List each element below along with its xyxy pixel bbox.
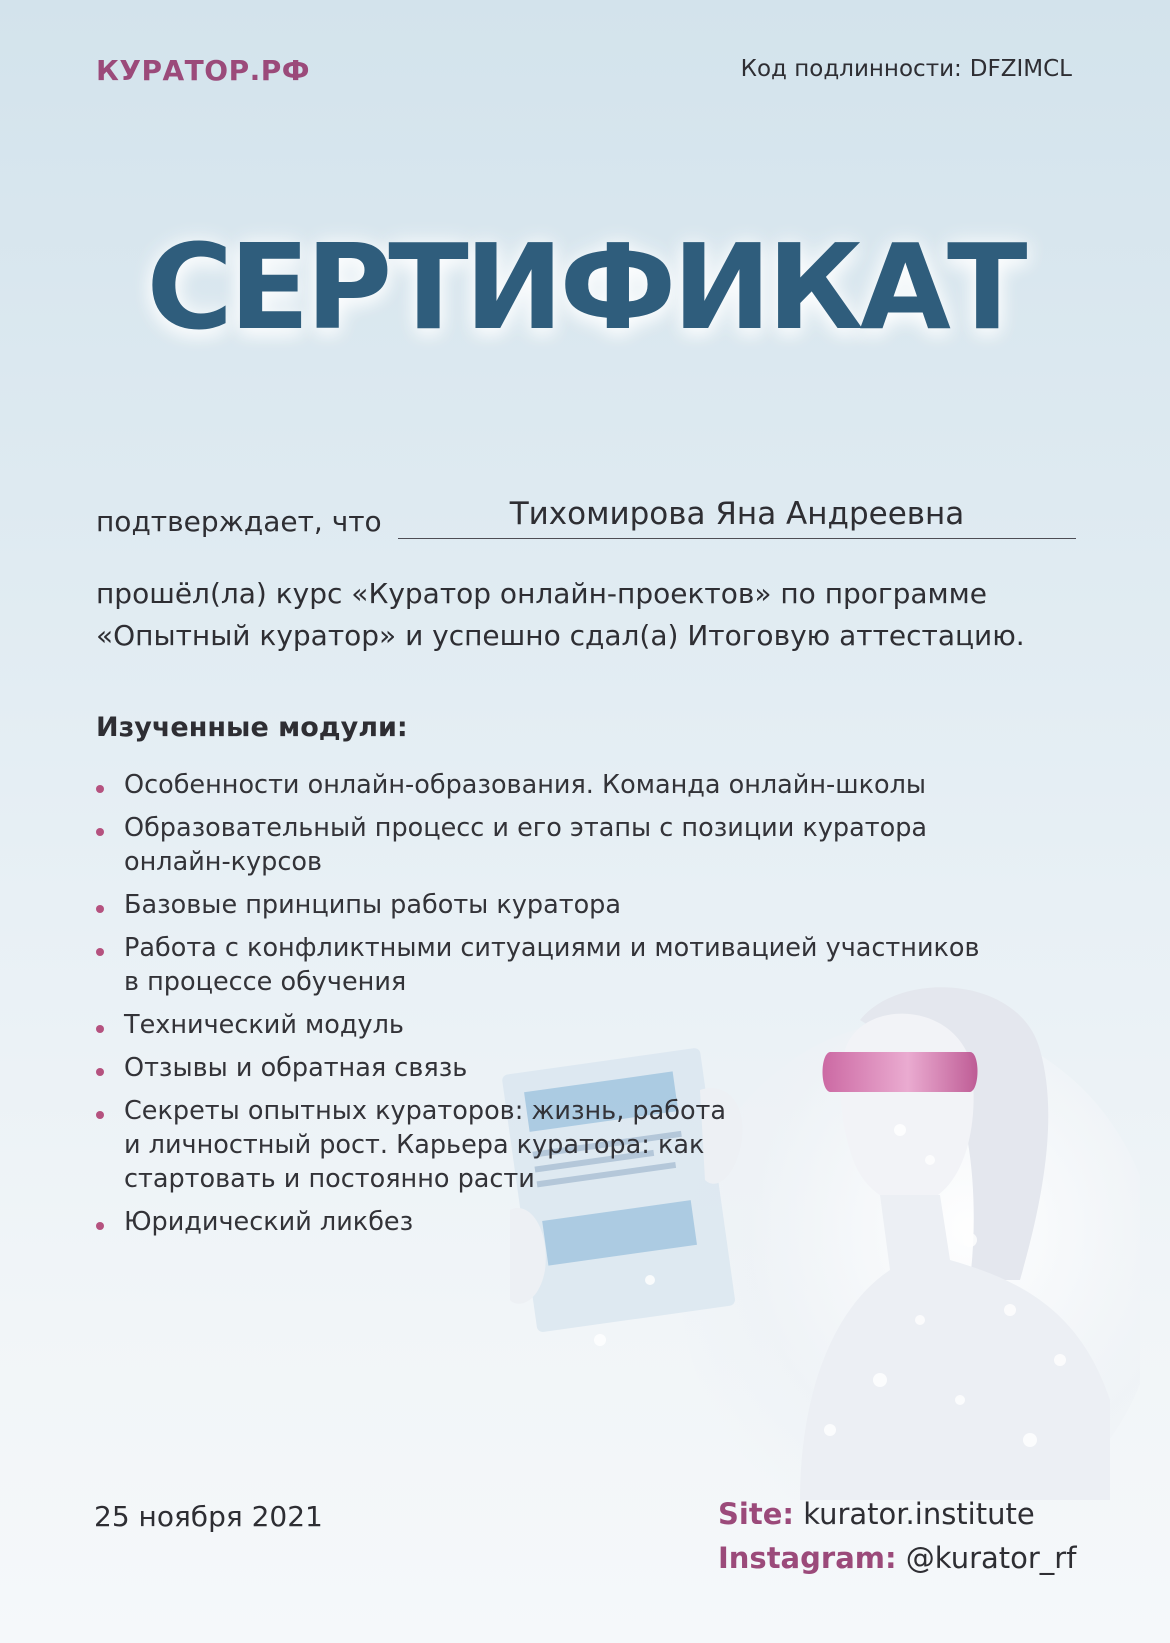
- authenticity-code: [741, 56, 1072, 82]
- bullet-icon: [96, 948, 104, 956]
- site-label: Site:: [718, 1497, 794, 1531]
- instagram-label: Instagram:: [718, 1541, 897, 1575]
- contacts-block: [718, 1492, 1076, 1580]
- module-label: Образовательный процесс и его этапы с позиции куратора онлайн-курсов: [124, 813, 928, 877]
- recipient-name: Тихомирова Яна Андреевна: [509, 496, 965, 532]
- issue-date: 25 ноября 2021: [94, 1500, 323, 1533]
- authenticity-code-value: DFZIMCL: [969, 56, 1072, 82]
- authenticity-code-label: Код подлинности:: [740, 56, 962, 82]
- certificate-title: СЕРТИФИКАТ: [146, 218, 1024, 356]
- site-link[interactable]: kurator.institute: [803, 1497, 1035, 1531]
- module-label: Технический модуль: [124, 1010, 404, 1040]
- instagram-row: [718, 1536, 1076, 1580]
- modules-heading: Изученные модули:: [96, 712, 408, 743]
- list-item: [96, 1051, 996, 1085]
- course-completion-text: прошёл(ла) курс «Куратор онлайн-проектов» по программе «Опытный куратор» и успешно сдал(а) Итоговую аттестацию.: [96, 577, 1025, 652]
- bullet-icon: [96, 1222, 104, 1230]
- list-item: [96, 931, 996, 999]
- instagram-link[interactable]: @kurator_rf: [905, 1541, 1077, 1575]
- bullet-icon: [96, 1111, 104, 1119]
- module-label: Отзывы и обратная связь: [124, 1053, 468, 1083]
- bullet-icon: [96, 905, 104, 913]
- module-label: Юридический ликбез: [124, 1207, 414, 1237]
- bullet-icon: [96, 1068, 104, 1076]
- list-item: [96, 768, 996, 802]
- site-row: [718, 1492, 1076, 1536]
- bullet-icon: [96, 785, 104, 793]
- list-item: [96, 811, 996, 879]
- module-label: Базовые принципы работы куратора: [124, 890, 621, 920]
- brand-logo: КУРАТОР.РФ: [96, 54, 311, 87]
- list-item: [96, 888, 996, 922]
- bullet-icon: [96, 1025, 104, 1033]
- bullet-icon: [96, 828, 104, 836]
- modules-list: [96, 768, 996, 1248]
- module-label: Секреты опытных кураторов: жизнь, работа и личностный рост. Карьера куратора: как стартовать и постоянно расти: [124, 1096, 727, 1194]
- module-label: Работа с конфликтными ситуациями и мотивацией участников в процессе обучения: [124, 933, 980, 997]
- list-item: [96, 1205, 996, 1239]
- list-item: [96, 1008, 996, 1042]
- confirm-text: подтверждает, что: [96, 505, 382, 538]
- list-item: [96, 1094, 744, 1196]
- module-label: Особенности онлайн-образования. Команда онлайн-школы: [124, 770, 927, 800]
